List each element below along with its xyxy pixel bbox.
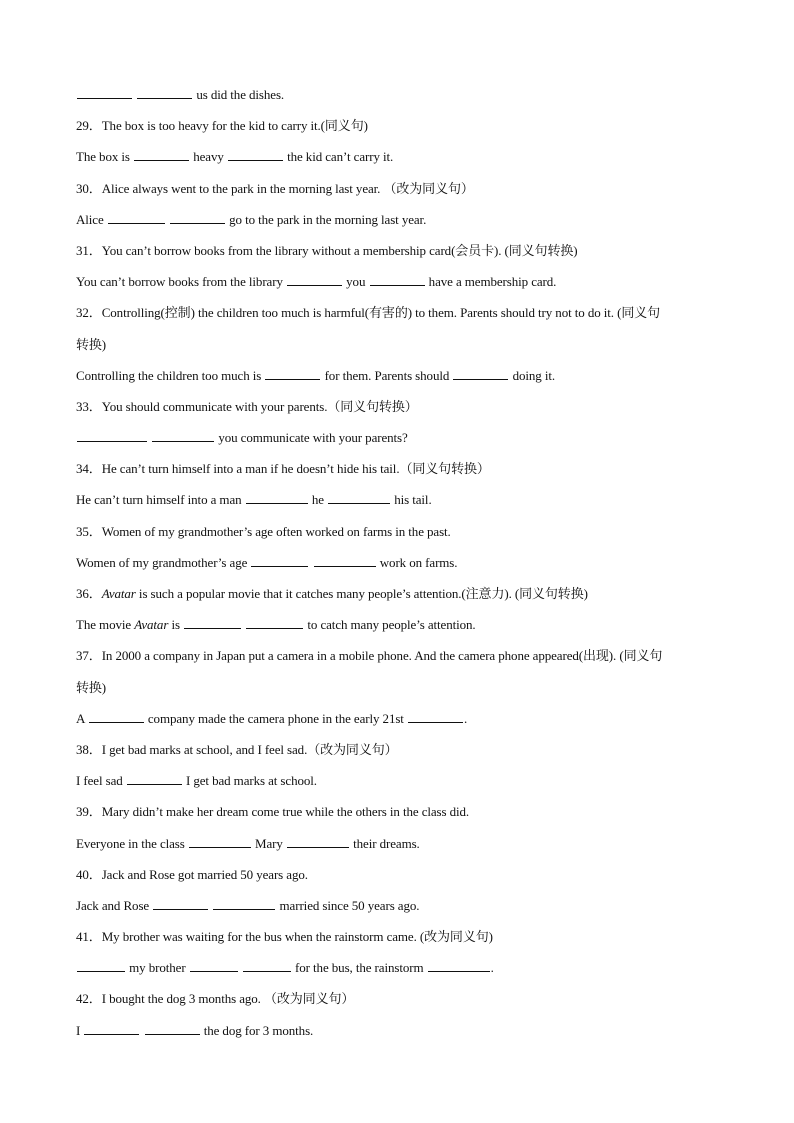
- question-text: He can’t turn himself into a man if he doesn’t hide his tail.（同义句转换）: [101, 461, 490, 477]
- question-text: I bought the dog 3 months ago. （改为同义句）: [101, 991, 355, 1007]
- question-number: 31．: [76, 242, 102, 258]
- answer-blank[interactable]: [287, 837, 349, 848]
- answer-text: to catch many people’s attention.: [307, 617, 476, 633]
- answer-blank[interactable]: [314, 556, 376, 567]
- answer-text: I: [76, 1022, 81, 1038]
- question-number: 39．: [76, 804, 102, 820]
- answer-text: have a membership card.: [428, 274, 557, 290]
- question-30: [76, 173, 726, 204]
- answer-text: I get bad marks at school.: [185, 773, 317, 789]
- answer-line-39: [76, 828, 726, 859]
- question-number: 40．: [76, 866, 102, 882]
- answer-text: my brother: [129, 960, 186, 976]
- answer-text: Alice: [76, 211, 104, 227]
- answer-blank[interactable]: [370, 275, 425, 286]
- question-33: [76, 391, 726, 422]
- question-number: 34．: [76, 461, 102, 477]
- question-text: Jack and Rose got married 50 years ago.: [101, 866, 308, 882]
- answer-line-30: [76, 204, 726, 235]
- question-number: 30．: [76, 180, 102, 196]
- answer-text: A: [76, 710, 85, 726]
- answer-blank[interactable]: [77, 88, 132, 99]
- question-number: 35．: [76, 523, 102, 539]
- answer-text: Controlling the children too much is: [76, 367, 262, 383]
- answer-text: us did the dishes.: [196, 87, 285, 102]
- answer-blank[interactable]: [243, 961, 291, 972]
- answer-text: their dreams.: [353, 835, 420, 851]
- answer-text: work on farms.: [379, 554, 458, 570]
- question-35: [76, 516, 726, 547]
- answer-line-41: [76, 952, 726, 983]
- answer-line-35: [76, 547, 726, 578]
- answer-line-34: [76, 484, 726, 515]
- answer-line-36: [76, 609, 726, 640]
- answer-blank[interactable]: [184, 618, 241, 629]
- answer-text: company made the camera phone in the early 21st: [147, 710, 404, 726]
- answer-blank[interactable]: [145, 1024, 200, 1035]
- answer-blank[interactable]: [137, 88, 192, 99]
- answer-line-32: [76, 360, 726, 391]
- answer-text: heavy: [193, 149, 224, 165]
- question-32: [76, 297, 726, 328]
- question-text: Mary didn’t make her dream come true while the others in the class did.: [101, 804, 470, 820]
- answer-line-40: [76, 890, 726, 921]
- answer-line-31: [76, 266, 726, 297]
- question-number: 32．: [76, 305, 102, 321]
- answer-blank[interactable]: [190, 961, 238, 972]
- movie-title: Avatar: [101, 586, 136, 601]
- question-42: [76, 983, 726, 1014]
- answer-text: Everyone in the class: [76, 835, 185, 851]
- answer-blank[interactable]: [77, 961, 125, 972]
- answer-text: married since 50 years ago.: [279, 897, 420, 913]
- answer-blank[interactable]: [89, 712, 144, 723]
- answer-blank[interactable]: [153, 899, 208, 910]
- answer-text: He can’t turn himself into a man: [76, 492, 242, 508]
- question-number: 41．: [76, 929, 102, 945]
- answer-text: You can’t borrow books from the library: [76, 274, 283, 290]
- answer-blank[interactable]: [265, 369, 320, 380]
- question-text: 转换): [76, 679, 107, 695]
- answer-text: the dog for 3 months.: [203, 1022, 314, 1038]
- answer-text: .: [490, 960, 494, 976]
- answer-blank[interactable]: [428, 961, 490, 972]
- question-text: You should communicate with your parents.（同义句转换）: [101, 398, 418, 414]
- answer-text: he: [311, 492, 324, 508]
- question-31: [76, 235, 726, 266]
- question-number: 36．: [76, 586, 102, 601]
- answer-blank[interactable]: [84, 1024, 139, 1035]
- answer-text: The box is: [76, 149, 130, 165]
- question-text: In 2000 a company in Japan put a camera in a mobile phone. And the camera phone appeared(出现). (同义句: [101, 648, 663, 664]
- answer-text: Mary: [255, 835, 283, 851]
- answer-blank[interactable]: [127, 774, 182, 785]
- answer-text: his tail.: [394, 492, 432, 508]
- question-29: [76, 110, 726, 141]
- answer-blank[interactable]: [77, 431, 147, 442]
- question-37: [76, 640, 726, 671]
- answer-text: The movie: [76, 617, 132, 633]
- question-text: Controlling(控制) the children too much is harmful(有害的) to them. Parents should try not to do it. (同义句: [101, 305, 661, 321]
- question-39: [76, 796, 726, 827]
- answer-blank[interactable]: [328, 493, 390, 504]
- answer-line-42: [76, 1015, 726, 1046]
- answer-text: is: [171, 617, 180, 633]
- answer-blank[interactable]: [251, 556, 308, 567]
- question-text: Women of my grandmother’s age often worked on farms in the past.: [101, 523, 451, 539]
- answer-blank[interactable]: [246, 493, 308, 504]
- question-40: [76, 859, 726, 890]
- answer-blank[interactable]: [213, 899, 275, 910]
- answer-blank[interactable]: [108, 213, 165, 224]
- question-number: 33．: [76, 398, 102, 414]
- answer-blank[interactable]: [287, 275, 342, 286]
- question-text: 转换): [76, 336, 107, 352]
- question-number: 37．: [76, 648, 102, 664]
- question-number: 29．: [76, 118, 102, 134]
- answer-text: .: [463, 710, 468, 726]
- question-32-continued: [76, 329, 726, 360]
- question-36: [76, 578, 726, 609]
- answer-text: for the bus, the rainstorm: [295, 960, 424, 976]
- answer-blank[interactable]: [453, 369, 508, 380]
- question-number: 42．: [76, 991, 102, 1007]
- question-text: is such a popular movie that it catches many people’s attention.(注意力). (同义句转换): [135, 586, 588, 601]
- answer-line-28: [76, 79, 726, 110]
- answer-blank[interactable]: [189, 837, 251, 848]
- answer-blank[interactable]: [246, 618, 303, 629]
- answer-blank[interactable]: [152, 431, 214, 442]
- answer-text: the kid can’t carry it.: [287, 149, 394, 165]
- answer-blank[interactable]: [134, 150, 189, 161]
- answer-blank[interactable]: [170, 213, 225, 224]
- answer-blank[interactable]: [228, 150, 283, 161]
- question-text: Alice always went to the park in the morning last year. （改为同义句）: [101, 180, 474, 196]
- question-number: 38．: [76, 741, 102, 757]
- answer-line-38: [76, 765, 726, 796]
- question-text: I get bad marks at school, and I feel sad.（改为同义句）: [101, 741, 398, 757]
- question-38: [76, 734, 726, 765]
- answer-text: you communicate with your parents?: [218, 430, 408, 446]
- answer-text: for them. Parents should: [324, 367, 450, 383]
- answer-text: Women of my grandmother’s age: [76, 554, 248, 570]
- answer-text: I feel sad: [76, 773, 123, 789]
- movie-title: Avatar: [134, 617, 169, 633]
- worksheet-page: [76, 79, 726, 1046]
- answer-line-29: [76, 141, 726, 172]
- answer-line-37: [76, 703, 726, 734]
- answer-line-33: [76, 422, 726, 453]
- question-34: [76, 453, 726, 484]
- answer-blank[interactable]: [408, 712, 463, 723]
- answer-text: go to the park in the morning last year.: [229, 211, 427, 227]
- answer-text: Jack and Rose: [76, 897, 150, 913]
- question-41: [76, 921, 726, 952]
- question-text: You can’t borrow books from the library without a membership card(会员卡). (同义句转换): [101, 242, 578, 258]
- question-37-continued: [76, 672, 726, 703]
- question-text: My brother was waiting for the bus when the rainstorm came. (改为同义句): [101, 929, 493, 945]
- question-text: The box is too heavy for the kid to carry it.(同义句): [101, 118, 368, 134]
- answer-text: doing it.: [512, 367, 556, 383]
- answer-text: you: [346, 274, 366, 290]
